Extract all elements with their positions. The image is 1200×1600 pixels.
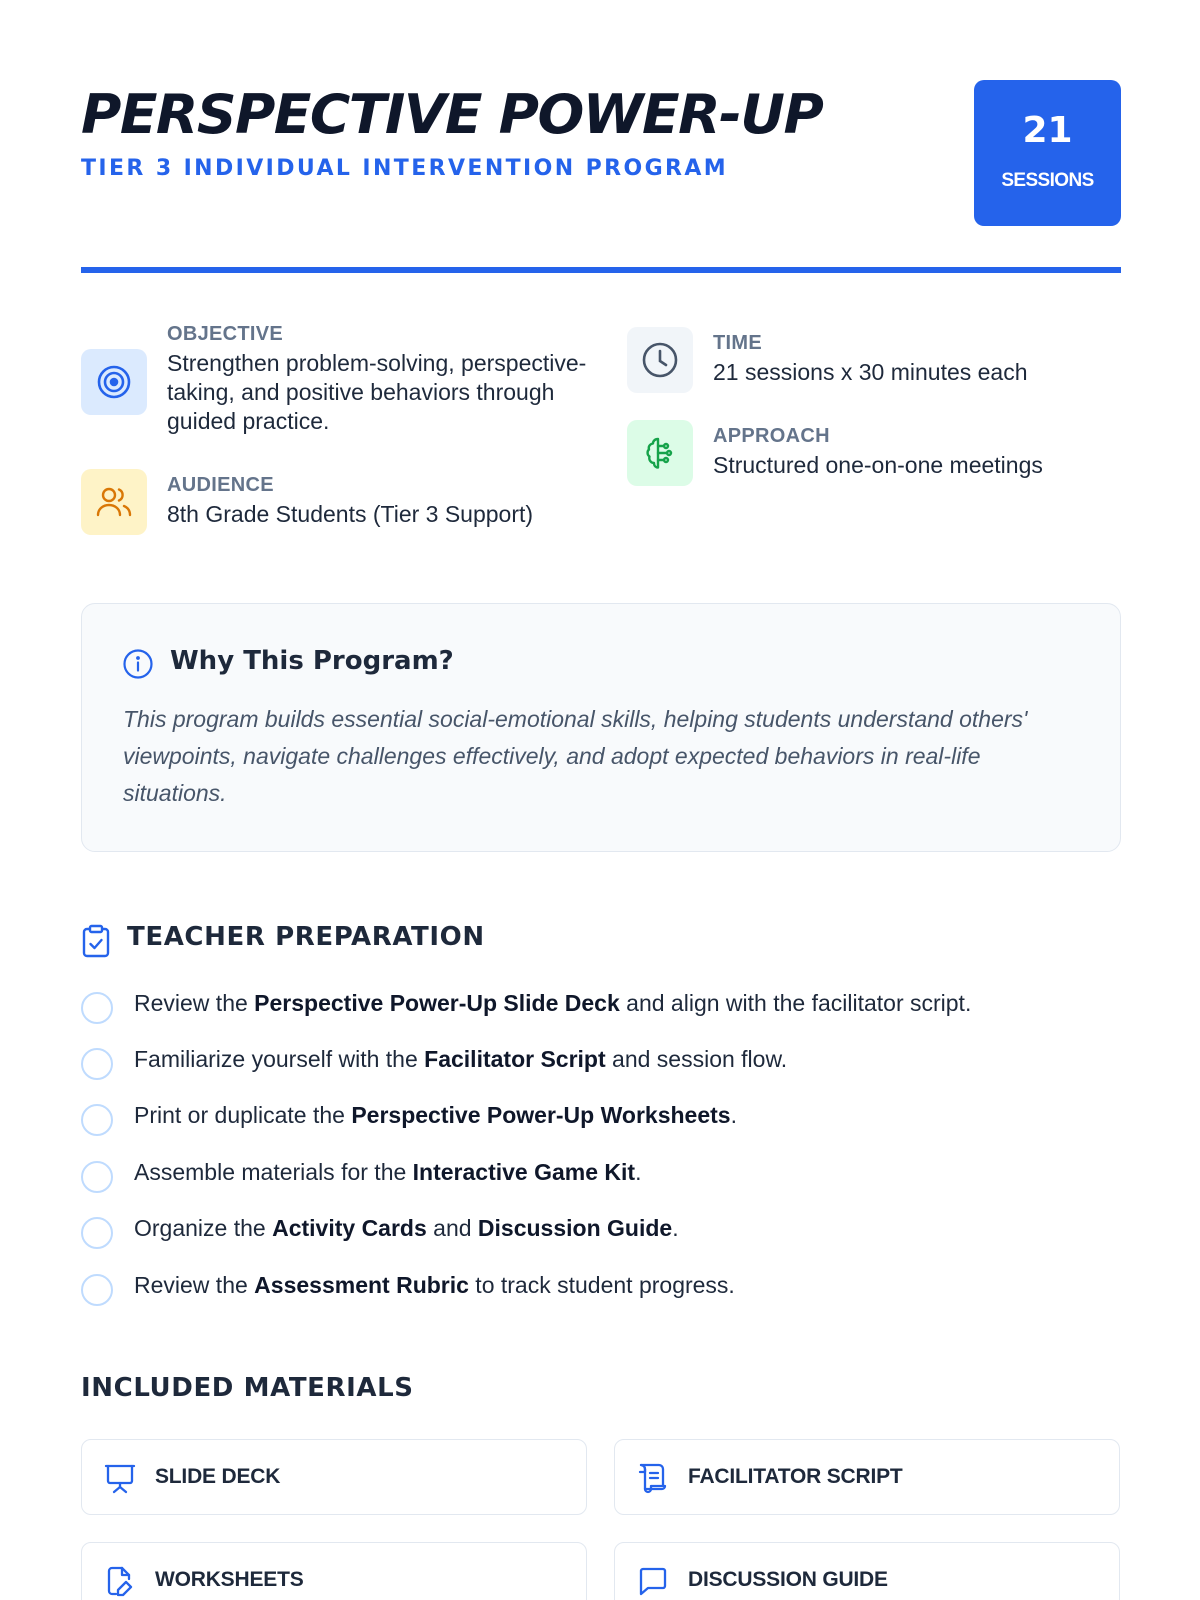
checklist-emphasis: Perspective Power-Up Slide Deck bbox=[254, 990, 620, 1016]
checkbox[interactable] bbox=[81, 992, 113, 1024]
material-label: DISCUSSION GUIDE bbox=[688, 1568, 888, 1591]
checklist-item[interactable] bbox=[81, 988, 1121, 1024]
materials-title: INCLUDED MATERIALS bbox=[81, 1373, 414, 1403]
material-label: SLIDE DECK bbox=[155, 1465, 281, 1488]
approach-label: APPROACH bbox=[713, 425, 830, 447]
checklist-text-part: . bbox=[730, 1102, 737, 1128]
checklist-text-part: Assemble materials for the bbox=[134, 1159, 413, 1185]
checklist-item-text bbox=[134, 1159, 641, 1186]
checklist-emphasis: Assessment Rubric bbox=[254, 1272, 469, 1298]
checklist-text-part: Organize the bbox=[134, 1215, 273, 1241]
info-time bbox=[627, 327, 1127, 397]
checklist-text-part: and bbox=[426, 1215, 478, 1241]
checklist-text-part: and align with the facilitator script. bbox=[619, 990, 972, 1016]
clipboard-check-icon bbox=[81, 924, 111, 958]
checklist-text-part: Review the bbox=[134, 1272, 255, 1298]
checklist-text-part: and session flow. bbox=[605, 1046, 788, 1072]
checklist-text-part: Familiarize yourself with the bbox=[134, 1046, 425, 1072]
checklist-emphasis: Facilitator Script bbox=[424, 1046, 606, 1072]
info-icon bbox=[122, 648, 154, 680]
checklist-item-text bbox=[134, 1272, 735, 1299]
file-edit-icon bbox=[104, 1565, 136, 1597]
sessions-label: SESSIONS bbox=[1001, 170, 1094, 191]
checkbox[interactable] bbox=[81, 1104, 113, 1136]
checklist-text-part: . bbox=[635, 1159, 642, 1185]
checkbox[interactable] bbox=[81, 1048, 113, 1080]
info-audience bbox=[81, 469, 601, 539]
checklist-text-part: to track student progress. bbox=[468, 1272, 735, 1298]
why-program-callout bbox=[81, 603, 1121, 852]
objective-text: Strengthen problem-solving, perspective-taking, and positive behaviors through guided practice. bbox=[167, 350, 587, 434]
checklist-item[interactable] bbox=[81, 1270, 1121, 1306]
teacher-preparation-title: TEACHER PREPARATION bbox=[127, 922, 485, 952]
checklist-text-part: Print or duplicate the bbox=[134, 1102, 352, 1128]
info-objective bbox=[81, 320, 587, 440]
checkbox[interactable] bbox=[81, 1161, 113, 1193]
clock-icon bbox=[627, 327, 693, 393]
checklist-item-text bbox=[134, 1046, 787, 1073]
checklist-item-text bbox=[134, 1102, 737, 1129]
checklist-text-part: Review the bbox=[134, 990, 255, 1016]
audience-label: AUDIENCE bbox=[167, 474, 274, 496]
checklist-item[interactable] bbox=[81, 1044, 1121, 1080]
material-discussion-guide[interactable] bbox=[614, 1542, 1120, 1600]
page-header bbox=[81, 80, 1121, 230]
material-label: WORKSHEETS bbox=[155, 1568, 304, 1591]
checkbox[interactable] bbox=[81, 1274, 113, 1306]
target-icon bbox=[81, 349, 147, 415]
material-label: FACILITATOR SCRIPT bbox=[688, 1465, 903, 1488]
checklist-emphasis: Activity Cards bbox=[272, 1215, 427, 1241]
material-worksheets[interactable] bbox=[81, 1542, 587, 1600]
presentation-icon bbox=[104, 1462, 136, 1494]
info-approach bbox=[627, 420, 1127, 490]
checklist-emphasis: Perspective Power-Up Worksheets bbox=[351, 1102, 731, 1128]
checklist-item-text bbox=[134, 990, 971, 1017]
header-divider bbox=[81, 267, 1121, 273]
material-slide-deck[interactable] bbox=[81, 1439, 587, 1515]
teacher-preparation-header bbox=[81, 920, 681, 960]
objective-label: OBJECTIVE bbox=[167, 323, 284, 345]
time-label: TIME bbox=[713, 332, 762, 354]
checklist-text-part: . bbox=[672, 1215, 679, 1241]
material-facilitator-script[interactable] bbox=[614, 1439, 1120, 1515]
page-subtitle: TIER 3 INDIVIDUAL INTERVENTION PROGRAM bbox=[81, 156, 729, 181]
checklist-item[interactable] bbox=[81, 1157, 1121, 1193]
checklist-item[interactable] bbox=[81, 1100, 1121, 1136]
scroll-icon bbox=[637, 1462, 669, 1494]
checklist-emphasis: Interactive Game Kit bbox=[412, 1159, 636, 1185]
checkbox[interactable] bbox=[81, 1217, 113, 1249]
message-icon bbox=[637, 1565, 669, 1597]
sessions-count: 21 bbox=[1022, 110, 1073, 151]
audience-text: 8th Grade Students (Tier 3 Support) bbox=[167, 501, 534, 527]
checklist-item-text bbox=[134, 1215, 679, 1242]
approach-text: Structured one-on-one meetings bbox=[713, 452, 1043, 478]
why-title: Why This Program? bbox=[170, 646, 454, 676]
brain-icon bbox=[627, 420, 693, 486]
sessions-badge bbox=[974, 80, 1121, 226]
users-icon bbox=[81, 469, 147, 535]
time-text: 21 sessions x 30 minutes each bbox=[713, 359, 1028, 385]
checklist-item[interactable] bbox=[81, 1213, 1121, 1249]
page-title: PERSPECTIVE POWER-UP bbox=[81, 83, 823, 146]
why-body: This program builds essential social-emotional skills, helping students understand others' viewpoints, navigate challenges effectively, and adopt expected behaviors in real-life situations. bbox=[123, 706, 1028, 806]
checklist-emphasis: Discussion Guide bbox=[477, 1215, 673, 1241]
